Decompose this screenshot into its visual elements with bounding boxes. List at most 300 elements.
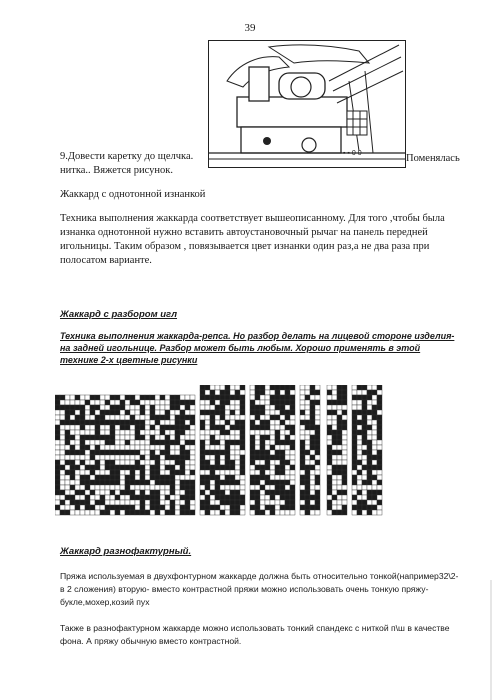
grid-cell: [65, 460, 70, 465]
grid-cell: [240, 500, 245, 505]
grid-cell: [377, 390, 382, 395]
grid-cell: [265, 495, 270, 500]
grid-cell: [65, 480, 70, 485]
grid-cell: [342, 400, 347, 405]
grid-cell: [225, 395, 230, 400]
grid-cell: [110, 485, 115, 490]
grid-cell: [190, 400, 195, 405]
grid-cell: [275, 440, 280, 445]
grid-cell: [165, 495, 170, 500]
grid-cell: [75, 445, 80, 450]
grid-cell: [270, 430, 275, 435]
grid-cell: [85, 395, 90, 400]
grid-cell: [342, 500, 347, 505]
grid-cell: [65, 475, 70, 480]
grid-cell: [90, 495, 95, 500]
grid-cell: [180, 425, 185, 430]
grid-cell: [135, 405, 140, 410]
grid-cell: [225, 430, 230, 435]
grid-cell: [80, 480, 85, 485]
grid-cell: [185, 460, 190, 465]
grid-cell: [372, 400, 377, 405]
grid-cell: [160, 410, 165, 415]
grid-cell: [155, 425, 160, 430]
grid-cell: [327, 400, 332, 405]
grid-cell: [275, 500, 280, 505]
grid-cell: [65, 450, 70, 455]
grid-cell: [310, 405, 315, 410]
grid-cell: [290, 385, 295, 390]
grid-cell: [357, 445, 362, 450]
grid-cell: [130, 480, 135, 485]
grid-cell: [140, 430, 145, 435]
grid-cell: [150, 510, 155, 515]
grid-cell: [85, 430, 90, 435]
grid-cell: [260, 385, 265, 390]
grid-cell: [372, 480, 377, 485]
grid-cell: [95, 480, 100, 485]
grid-cell: [220, 475, 225, 480]
grid-cell: [235, 505, 240, 510]
grid-cell: [155, 430, 160, 435]
grid-cell: [190, 460, 195, 465]
grid-cell: [225, 505, 230, 510]
grid-cell: [55, 410, 60, 415]
grid-cell: [205, 450, 210, 455]
grid-cell: [225, 390, 230, 395]
grid-cell: [150, 430, 155, 435]
grid-cell: [160, 440, 165, 445]
grid-cell: [130, 500, 135, 505]
grid-cell: [100, 470, 105, 475]
grid-cell: [205, 405, 210, 410]
grid-cell: [352, 475, 357, 480]
grid-cell: [225, 440, 230, 445]
grid-cell: [372, 495, 377, 500]
jacquard-grid-strip-4: [327, 385, 347, 515]
grid-cell: [250, 405, 255, 410]
grid-cell: [352, 410, 357, 415]
grid-cell: [275, 425, 280, 430]
grid-cell: [332, 500, 337, 505]
grid-cell: [220, 445, 225, 450]
grid-cell: [170, 475, 175, 480]
grid-cell: [160, 455, 165, 460]
grid-cell: [55, 495, 60, 500]
grid-cell: [357, 390, 362, 395]
grid-cell: [85, 425, 90, 430]
grid-cell: [175, 430, 180, 435]
grid-cell: [170, 460, 175, 465]
grid-cell: [337, 405, 342, 410]
grid-cell: [215, 440, 220, 445]
grid-cell: [200, 435, 205, 440]
grid-cell: [95, 465, 100, 470]
grid-cell: [125, 455, 130, 460]
grid-cell: [315, 490, 320, 495]
grid-cell: [85, 440, 90, 445]
grid-cell: [145, 470, 150, 475]
grid-cell: [175, 490, 180, 495]
grid-cell: [90, 410, 95, 415]
grid-cell: [377, 490, 382, 495]
grid-cell: [185, 510, 190, 515]
grid-cell: [165, 510, 170, 515]
grid-cell: [337, 455, 342, 460]
grid-cell: [145, 410, 150, 415]
grid-cell: [55, 430, 60, 435]
grid-cell: [185, 480, 190, 485]
grid-cell: [60, 395, 65, 400]
grid-cell: [332, 485, 337, 490]
grid-cell: [290, 475, 295, 480]
grid-cell: [60, 415, 65, 420]
grid-cell: [165, 485, 170, 490]
grid-cell: [165, 420, 170, 425]
grid-cell: [290, 395, 295, 400]
grid-cell: [120, 455, 125, 460]
grid-cell: [357, 465, 362, 470]
grid-cell: [275, 430, 280, 435]
grid-cell: [125, 425, 130, 430]
grid-cell: [140, 445, 145, 450]
grid-cell: [285, 395, 290, 400]
grid-cell: [275, 395, 280, 400]
grid-cell: [140, 455, 145, 460]
grid-cell: [337, 425, 342, 430]
grid-cell: [265, 480, 270, 485]
grid-cell: [210, 500, 215, 505]
grid-cell: [240, 495, 245, 500]
grid-cell: [305, 450, 310, 455]
grid-cell: [240, 410, 245, 415]
grid-cell: [280, 500, 285, 505]
grid-cell: [65, 420, 70, 425]
grid-cell: [70, 485, 75, 490]
grid-cell: [210, 435, 215, 440]
grid-cell: [255, 435, 260, 440]
grid-cell: [110, 480, 115, 485]
grid-cell: [255, 510, 260, 515]
grid-cell: [90, 490, 95, 495]
grid-cell: [220, 435, 225, 440]
grid-cell: [175, 475, 180, 480]
grid-cell: [105, 400, 110, 405]
grid-cell: [275, 400, 280, 405]
grid-cell: [80, 440, 85, 445]
grid-cell: [275, 510, 280, 515]
grid-cell: [367, 465, 372, 470]
grid-cell: [55, 420, 60, 425]
grid-cell: [337, 505, 342, 510]
grid-cell: [337, 500, 342, 505]
grid-cell: [180, 395, 185, 400]
grid-cell: [140, 435, 145, 440]
grid-cell: [275, 490, 280, 495]
grid-cell: [130, 410, 135, 415]
grid-cell: [240, 420, 245, 425]
grid-cell: [260, 465, 265, 470]
grid-cell: [200, 395, 205, 400]
grid-cell: [55, 510, 60, 515]
grid-cell: [290, 420, 295, 425]
grid-cell: [205, 455, 210, 460]
grid-cell: [372, 490, 377, 495]
grid-cell: [285, 410, 290, 415]
grid-cell: [125, 410, 130, 415]
grid-cell: [260, 435, 265, 440]
grid-cell: [115, 510, 120, 515]
grid-cell: [55, 505, 60, 510]
grid-cell: [70, 475, 75, 480]
grid-cell: [100, 475, 105, 480]
grid-cell: [235, 405, 240, 410]
grid-cell: [377, 500, 382, 505]
grid-cell: [332, 450, 337, 455]
grid-cell: [110, 395, 115, 400]
grid-cell: [180, 430, 185, 435]
grid-cell: [75, 485, 80, 490]
grid-cell: [80, 500, 85, 505]
grid-cell: [285, 425, 290, 430]
grid-cell: [70, 495, 75, 500]
grid-cell: [155, 450, 160, 455]
grid-cell: [290, 390, 295, 395]
grid-cell: [150, 435, 155, 440]
grid-cell: [362, 395, 367, 400]
grid-cell: [280, 390, 285, 395]
jacquard-grid-strip-1: [200, 385, 245, 515]
grid-cell: [255, 425, 260, 430]
grid-cell: [290, 455, 295, 460]
grid-cell: [280, 400, 285, 405]
grid-cell: [300, 435, 305, 440]
grid-cell: [140, 495, 145, 500]
grid-cell: [315, 475, 320, 480]
grid-cell: [290, 485, 295, 490]
grid-cell: [362, 385, 367, 390]
grid-cell: [60, 480, 65, 485]
grid-cell: [120, 415, 125, 420]
grid-cell: [175, 410, 180, 415]
grid-cell: [180, 455, 185, 460]
grid-cell: [327, 470, 332, 475]
grid-cell: [357, 410, 362, 415]
grid-cell: [372, 410, 377, 415]
grid-cell: [230, 510, 235, 515]
grid-cell: [115, 495, 120, 500]
grid-cell: [95, 400, 100, 405]
grid-cell: [110, 430, 115, 435]
grid-cell: [190, 405, 195, 410]
grid-cell: [310, 480, 315, 485]
grid-cell: [190, 395, 195, 400]
grid-cell: [55, 425, 60, 430]
grid-cell: [362, 425, 367, 430]
grid-cell: [140, 480, 145, 485]
grid-cell: [225, 420, 230, 425]
grid-cell: [170, 505, 175, 510]
grid-cell: [342, 460, 347, 465]
grid-cell: [300, 415, 305, 420]
grid-cell: [185, 450, 190, 455]
section-paragraph-plain-back: Техника выполнения жаккарда соответствует вышеописанному. Для того ,чтобы была изнанка однотонной нужно вставить автоустановочный рычаг на панель передней игольницы. Таким образом , повязывается цвет изнанки один раз,а не два раза при полосатом варианте.: [60, 213, 445, 266]
grid-cell: [80, 490, 85, 495]
grid-cell: [140, 465, 145, 470]
grid-cell: [220, 425, 225, 430]
grid-cell: [75, 405, 80, 410]
grid-cell: [377, 395, 382, 400]
grid-cell: [377, 465, 382, 470]
grid-cell: [75, 435, 80, 440]
grid-cell: [205, 400, 210, 405]
grid-cell: [105, 430, 110, 435]
grid-cell: [367, 475, 372, 480]
grid-cell: [125, 480, 130, 485]
grid-cell: [240, 475, 245, 480]
grid-cell: [270, 435, 275, 440]
grid-cell: [230, 395, 235, 400]
grid-cell: [170, 465, 175, 470]
grid-cell: [327, 420, 332, 425]
grid-cell: [357, 400, 362, 405]
grid-cell: [270, 420, 275, 425]
grid-cell: [352, 390, 357, 395]
grid-cell: [145, 400, 150, 405]
grid-cell: [65, 445, 70, 450]
grid-cell: [270, 400, 275, 405]
grid-cell: [165, 395, 170, 400]
grid-cell: [230, 495, 235, 500]
grid-cell: [175, 435, 180, 440]
grid-cell: [150, 505, 155, 510]
grid-cell: [170, 395, 175, 400]
grid-cell: [85, 455, 90, 460]
grid-cell: [215, 410, 220, 415]
grid-cell: [155, 395, 160, 400]
grid-cell: [367, 485, 372, 490]
grid-cell: [230, 435, 235, 440]
grid-cell: [337, 385, 342, 390]
grid-cell: [332, 480, 337, 485]
grid-cell: [100, 440, 105, 445]
grid-cell: [310, 425, 315, 430]
grid-cell: [305, 455, 310, 460]
grid-cell: [352, 480, 357, 485]
grid-cell: [155, 475, 160, 480]
grid-cell: [315, 455, 320, 460]
grid-cell: [160, 485, 165, 490]
grid-cell: [310, 450, 315, 455]
grid-cell: [125, 400, 130, 405]
grid-cell: [265, 460, 270, 465]
page-edge-shadow: [490, 580, 492, 700]
grid-cell: [165, 490, 170, 495]
grid-cell: [352, 495, 357, 500]
grid-cell: [280, 455, 285, 460]
grid-cell: [215, 430, 220, 435]
grid-cell: [165, 435, 170, 440]
grid-cell: [367, 500, 372, 505]
grid-cell: [135, 445, 140, 450]
grid-cell: [265, 475, 270, 480]
grid-cell: [65, 510, 70, 515]
grid-cell: [180, 400, 185, 405]
grid-cell: [150, 445, 155, 450]
grid-cell: [90, 500, 95, 505]
grid-cell: [235, 425, 240, 430]
grid-cell: [357, 505, 362, 510]
grid-cell: [75, 460, 80, 465]
step-9-continued: Поменялась: [406, 153, 460, 164]
grid-cell: [200, 495, 205, 500]
grid-cell: [90, 440, 95, 445]
grid-cell: [205, 460, 210, 465]
grid-cell: [220, 410, 225, 415]
grid-cell: [140, 500, 145, 505]
grid-cell: [100, 400, 105, 405]
grid-cell: [220, 495, 225, 500]
grid-cell: [332, 455, 337, 460]
grid-cell: [190, 415, 195, 420]
grid-cell: [180, 440, 185, 445]
grid-cell: [235, 415, 240, 420]
grid-cell: [332, 400, 337, 405]
grid-cell: [235, 420, 240, 425]
grid-cell: [275, 435, 280, 440]
grid-cell: [145, 495, 150, 500]
grid-cell: [70, 405, 75, 410]
grid-cell: [140, 415, 145, 420]
grid-cell: [155, 460, 160, 465]
grid-cell: [300, 480, 305, 485]
grid-cell: [357, 425, 362, 430]
grid-cell: [160, 510, 165, 515]
grid-cell: [300, 430, 305, 435]
grid-cell: [275, 470, 280, 475]
grid-cell: [315, 500, 320, 505]
grid-cell: [95, 500, 100, 505]
grid-cell: [280, 460, 285, 465]
grid-cell: [230, 415, 235, 420]
grid-cell: [205, 430, 210, 435]
grid-cell: [165, 405, 170, 410]
grid-cell: [95, 445, 100, 450]
grid-cell: [125, 415, 130, 420]
grid-cell: [105, 440, 110, 445]
grid-cell: [105, 465, 110, 470]
grid-cell: [80, 465, 85, 470]
grid-cell: [225, 425, 230, 430]
grid-cell: [140, 505, 145, 510]
grid-cell: [210, 430, 215, 435]
grid-cell: [115, 435, 120, 440]
section-subheading-needle-selection: Техника выполнения жаккарда-репса. Но разбор делать на лицевой стороне изделия- на задней игольнице. Разбор может быть любым. Хорошо применять в этой технике 2-х цветные рисунки: [60, 331, 455, 365]
grid-cell: [110, 490, 115, 495]
grid-cell: [135, 400, 140, 405]
grid-cell: [65, 500, 70, 505]
grid-cell: [300, 390, 305, 395]
knitting-machine-drawing: [209, 41, 405, 167]
grid-cell: [210, 470, 215, 475]
grid-cell: [352, 405, 357, 410]
grid-cell: [260, 420, 265, 425]
grid-cell: [275, 485, 280, 490]
grid-cell: [377, 505, 382, 510]
grid-cell: [120, 435, 125, 440]
grid-cell: [362, 435, 367, 440]
grid-cell: [130, 505, 135, 510]
